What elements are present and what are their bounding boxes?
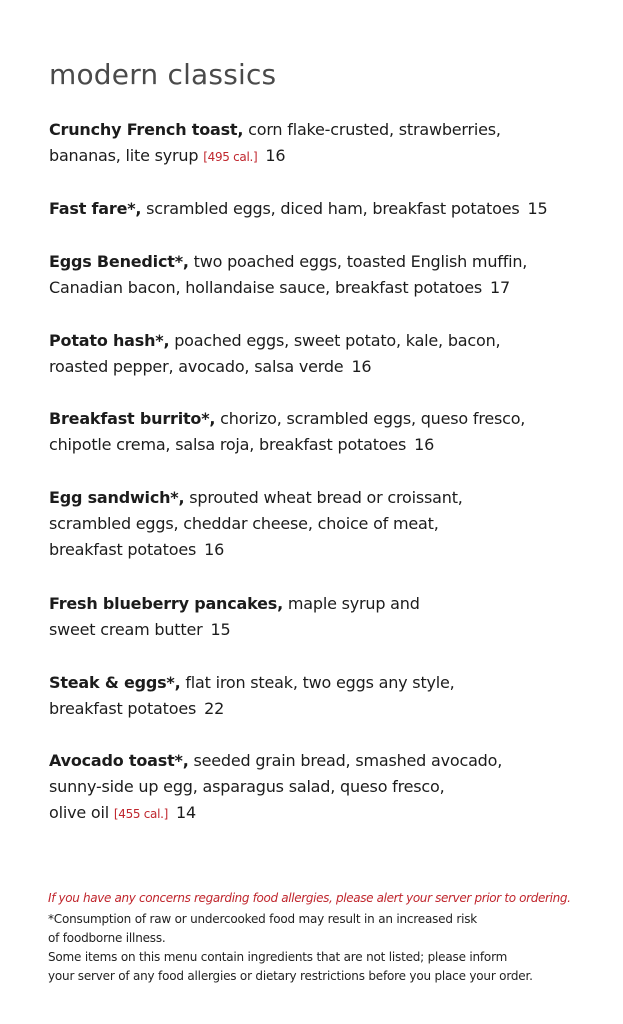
item-description: olive oil (49, 803, 114, 822)
item-description: Canadian bacon, hollandaise sauce, breakfast potatoes (49, 278, 483, 297)
raw-food-warning-line: *Consumption of raw or undercooked food may result in an increased risk (48, 912, 478, 926)
item-price: 22 (204, 699, 225, 718)
item-name: Egg sandwich*, (49, 488, 185, 507)
item-description: two poached eggs, toasted English muffin, (188, 252, 528, 271)
item-price: 16 (204, 540, 225, 559)
item-name: Steak & eggs*, (49, 673, 181, 692)
item-name: Fast fare*, (49, 199, 142, 218)
item-description: breakfast potatoes (49, 540, 197, 559)
ingredients-notice-line: your server of any food allergies or dietary restrictions before you place your order. (48, 969, 533, 983)
item-description: chorizo, scrambled eggs, queso fresco, (215, 409, 526, 428)
item-name: Eggs Benedict*, (49, 252, 189, 271)
item-description: sunny-side up egg, asparagus salad, queso fresco, (49, 777, 445, 796)
item-description: breakfast potatoes (49, 699, 197, 718)
item-description: maple syrup and (283, 594, 420, 613)
calorie-label: [455 cal.] (113, 807, 169, 821)
item-description: flat iron steak, two eggs any style, (180, 673, 455, 692)
raw-food-warning-line: of foodborne illness. (48, 931, 166, 945)
section-title: modern classics (49, 58, 277, 91)
menu-item-steak-and-eggs (49, 670, 594, 722)
ingredients-notice-line: Some items on this menu contain ingredients that are not listed; please inform (48, 950, 508, 964)
item-price: 17 (490, 278, 511, 297)
item-price: 15 (210, 620, 231, 639)
menu-footer (48, 889, 608, 986)
allergy-notice: If you have any concerns regarding food allergies, please alert your server prior to ordering. (48, 891, 571, 905)
item-price: 16 (351, 357, 372, 376)
item-description: poached eggs, sweet potato, kale, bacon, (169, 331, 501, 350)
item-price: 14 (176, 803, 197, 822)
item-description: scrambled eggs, diced ham, breakfast potatoes (141, 199, 520, 218)
item-description: corn flake-crusted, strawberries, (243, 120, 501, 139)
item-price: 15 (527, 199, 548, 218)
item-price: 16 (265, 146, 286, 165)
menu-item-breakfast-burrito (49, 406, 594, 458)
item-description: sweet cream butter (49, 620, 203, 639)
menu-item-fast-fare (49, 196, 594, 222)
item-name: Breakfast burrito*, (49, 409, 216, 428)
menu-item-avocado-toast (49, 748, 594, 827)
item-description: bananas, lite syrup (49, 146, 204, 165)
item-description: roasted pepper, avocado, salsa verde (49, 357, 344, 376)
item-name: Potato hash*, (49, 331, 170, 350)
item-name: Crunchy French toast, (49, 120, 244, 139)
item-description: chipotle crema, salsa roja, breakfast potatoes (49, 435, 407, 454)
menu-item-potato-hash (49, 328, 594, 380)
menu-item-eggs-benedict (49, 249, 594, 301)
menu-item-egg-sandwich (49, 485, 594, 563)
item-name: Fresh blueberry pancakes, (49, 594, 283, 613)
menu-item-french-toast (49, 117, 594, 170)
item-description: sprouted wheat bread or croissant, (184, 488, 463, 507)
item-description: scrambled eggs, cheddar cheese, choice of meat, (49, 514, 439, 533)
item-name: Avocado toast*, (49, 751, 189, 770)
calorie-label: [495 cal.] (203, 150, 258, 164)
menu-item-blueberry-pancakes (49, 591, 594, 643)
item-description: seeded grain bread, smashed avocado, (188, 751, 503, 770)
item-price: 16 (414, 435, 435, 454)
